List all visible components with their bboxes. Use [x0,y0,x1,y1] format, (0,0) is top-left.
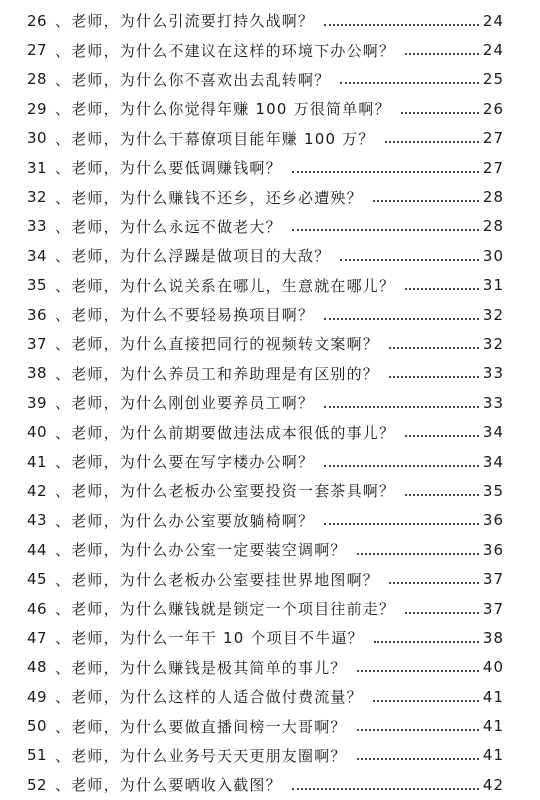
toc-entry-page-number: 24 [482,41,504,60]
toc-entry[interactable] [0,682,540,711]
toc-entry-number: 39 [27,393,48,412]
toc-entry-number: 36 [27,305,48,324]
toc-leader-dots [340,259,479,261]
toc-entry-page-number: 30 [482,246,504,265]
toc-entry-page-number: 28 [482,217,504,236]
toc-entry-page-number: 27 [482,129,504,148]
toc-entry-number: 44 [27,540,48,559]
toc-entry-number: 48 [27,658,48,677]
toc-entry[interactable] [0,6,540,35]
toc-leader-dots [401,112,479,114]
toc-entry[interactable] [0,94,540,123]
toc-entry[interactable] [0,594,540,623]
toc-entry[interactable] [0,65,540,94]
toc-leader-dots [357,729,479,731]
toc-entry-number: 27 [27,41,48,60]
toc-entry-title: 、老师，为什么直接把同行的视频转文案啊？ [55,335,380,354]
toc-entry-title: 、老师，为什么办公室要放躺椅啊？ [55,511,315,530]
toc-entry-title: 、老师，为什么养员工和养助理是有区别的？ [55,364,380,383]
toc-entry-page-number: 36 [482,511,504,530]
toc-entry[interactable] [0,447,540,476]
toc-leader-dots [405,288,479,290]
toc-entry-number: 26 [27,11,48,30]
toc-entry-number: 51 [27,746,48,765]
toc-leader-dots [389,376,479,378]
toc-entry-page-number: 34 [482,423,504,442]
toc-entry-title: 、老师，为什么赚钱是极其简单的事儿？ [55,658,347,677]
toc-entry-page-number: 41 [482,746,504,765]
toc-entry-page-number: 32 [482,334,504,353]
toc-entry-number: 33 [27,217,48,236]
toc-entry-page-number: 40 [482,658,504,677]
toc-entry-page-number: 27 [482,158,504,177]
toc-entry-page-number: 26 [482,99,504,118]
toc-entry[interactable] [0,212,540,241]
toc-leader-dots [373,200,479,202]
toc-entry-title: 、老师，为什么干幕僚项目能年赚 100 万？ [55,129,375,148]
toc-entry-page-number: 34 [482,452,504,471]
toc-leader-dots [340,82,479,84]
toc-leader-dots [324,406,479,408]
toc-entry[interactable] [0,770,540,799]
toc-entry-title: 、老师，为什么赚钱就是锁定一个项目往前走？ [55,600,396,618]
toc-entry[interactable] [0,506,540,535]
toc-entry-page-number: 42 [482,775,504,794]
toc-entry-title: 、老师，为什么赚钱不还乡，还乡必遭殃？ [55,188,363,207]
toc-entry-number: 35 [27,276,48,295]
toc-entry-title: 、老师，为什么这样的人适合做付费流量？ [55,688,363,707]
toc-entry-page-number: 25 [482,70,504,89]
toc-leader-dots [405,53,479,55]
toc-entry-number: 37 [27,334,48,353]
toc-entry-title: 、老师，为什么前期要做违法成本很低的事儿？ [55,423,396,442]
toc-entry-title: 、老师，为什么要在写字楼办公啊？ [55,453,315,472]
toc-entry[interactable] [0,741,540,770]
toc-entry[interactable] [0,623,540,652]
toc-entry-title: 、老师，为什么老板办公室要投资一套茶具啊？ [55,482,396,501]
toc-entry-number: 32 [27,188,48,207]
toc-entry[interactable] [0,182,540,211]
toc-entry[interactable] [0,300,540,329]
toc-entry-title: 、老师，为什么一年干 10 个项目不牛逼？ [55,629,364,648]
toc-entry-number: 49 [27,687,48,706]
toc-entry-title: 、老师，为什么老板办公室要挂世界地图啊？ [55,570,380,589]
toc-leader-dots [374,641,479,643]
toc-entry-number: 43 [27,511,48,530]
toc-entry-page-number: 28 [482,188,504,207]
toc-entry[interactable] [0,124,540,153]
toc-leader-dots [357,758,479,760]
toc-entry[interactable] [0,564,540,593]
toc-leader-dots [324,523,479,525]
toc-entry[interactable] [0,388,540,417]
toc-entry-page-number: 35 [482,481,504,500]
toc-leader-dots [292,171,479,173]
toc-leader-dots [292,229,479,231]
toc-leader-dots [405,494,479,496]
toc-entry[interactable] [0,35,540,64]
toc-entry-number: 29 [27,99,48,118]
toc-entry-title: 、老师，为什么办公室一定要装空调啊？ [55,541,347,560]
toc-leader-dots [405,435,479,437]
toc-entry[interactable] [0,535,540,564]
toc-entry-page-number: 37 [482,599,504,618]
toc-leader-dots [373,700,479,702]
toc-entry-page-number: 41 [482,687,504,706]
toc-entry-number: 50 [27,717,48,736]
toc-entry-page-number: 33 [482,393,504,412]
toc-leader-dots [292,788,479,790]
toc-entry-title: 、老师，为什么业务号天天更朋友圈啊？ [55,746,347,765]
toc-entry-number: 41 [27,452,48,471]
toc-entry-number: 47 [27,628,48,647]
toc-entry-number: 38 [27,364,48,383]
toc-leader-dots [324,318,479,320]
toc-entry-number: 42 [27,481,48,500]
toc-entry[interactable] [0,271,540,300]
toc-entry-number: 52 [27,775,48,794]
toc-entry-number: 40 [27,423,48,442]
toc-entry-number: 28 [27,70,48,89]
toc-entry-title: 、老师，为什么刚创业要养员工啊？ [55,394,315,413]
table-of-contents [0,6,540,800]
toc-entry-title: 、老师，为什么不要轻易换项目啊？ [55,306,315,325]
toc-entry-page-number: 33 [482,364,504,383]
toc-entry-number: 30 [27,129,48,148]
toc-entry-title: 、老师，为什么引流要打持久战啊？ [55,12,315,31]
toc-entry-page-number: 31 [482,276,504,295]
toc-entry-title: 、老师，为什么不建议在这样的环境下办公啊？ [55,41,396,60]
toc-entry-page-number: 36 [482,540,504,559]
toc-entry-title: 、老师，为什么浮躁是做项目的大敌？ [55,247,331,266]
toc-entry-title: 、老师，为什么你觉得年赚 100 万很简单啊？ [55,100,391,119]
toc-entry[interactable] [0,711,540,740]
toc-entry[interactable] [0,476,540,505]
toc-leader-dots [385,141,479,143]
toc-entry[interactable] [0,329,540,358]
toc-entry[interactable] [0,417,540,446]
toc-entry-title: 、老师，为什么要低调赚钱啊？ [55,159,282,178]
toc-entry-page-number: 32 [482,305,504,324]
toc-leader-dots [357,553,479,555]
toc-leader-dots [324,24,479,26]
toc-leader-dots [389,582,479,584]
toc-entry-title: 、老师，为什么要晒收入截图？ [55,776,282,795]
toc-entry-number: 46 [27,599,48,618]
toc-leader-dots [357,670,479,672]
toc-entry[interactable] [0,153,540,182]
toc-entry-title: 、老师，为什么永远不做老大？ [55,217,282,236]
toc-leader-dots [405,612,479,614]
toc-entry-page-number: 41 [482,717,504,736]
toc-entry-page-number: 38 [482,628,504,647]
toc-entry[interactable] [0,241,540,270]
toc-entry-page-number: 37 [482,570,504,589]
toc-entry-number: 45 [27,570,48,589]
toc-entry[interactable] [0,359,540,388]
toc-entry-title: 、老师，为什么你不喜欢出去乱转啊？ [55,70,331,89]
toc-entry-title: 、老师，为什么说关系在哪儿，生意就在哪儿？ [55,276,396,295]
toc-entry[interactable] [0,653,540,682]
toc-entry-title: 、老师，为什么要做直播间榜一大哥啊？ [55,717,347,736]
toc-entry-page-number: 24 [482,11,504,30]
toc-entry-number: 31 [27,158,48,177]
toc-entry-number: 34 [27,246,48,265]
toc-leader-dots [389,347,479,349]
toc-leader-dots [324,465,479,467]
